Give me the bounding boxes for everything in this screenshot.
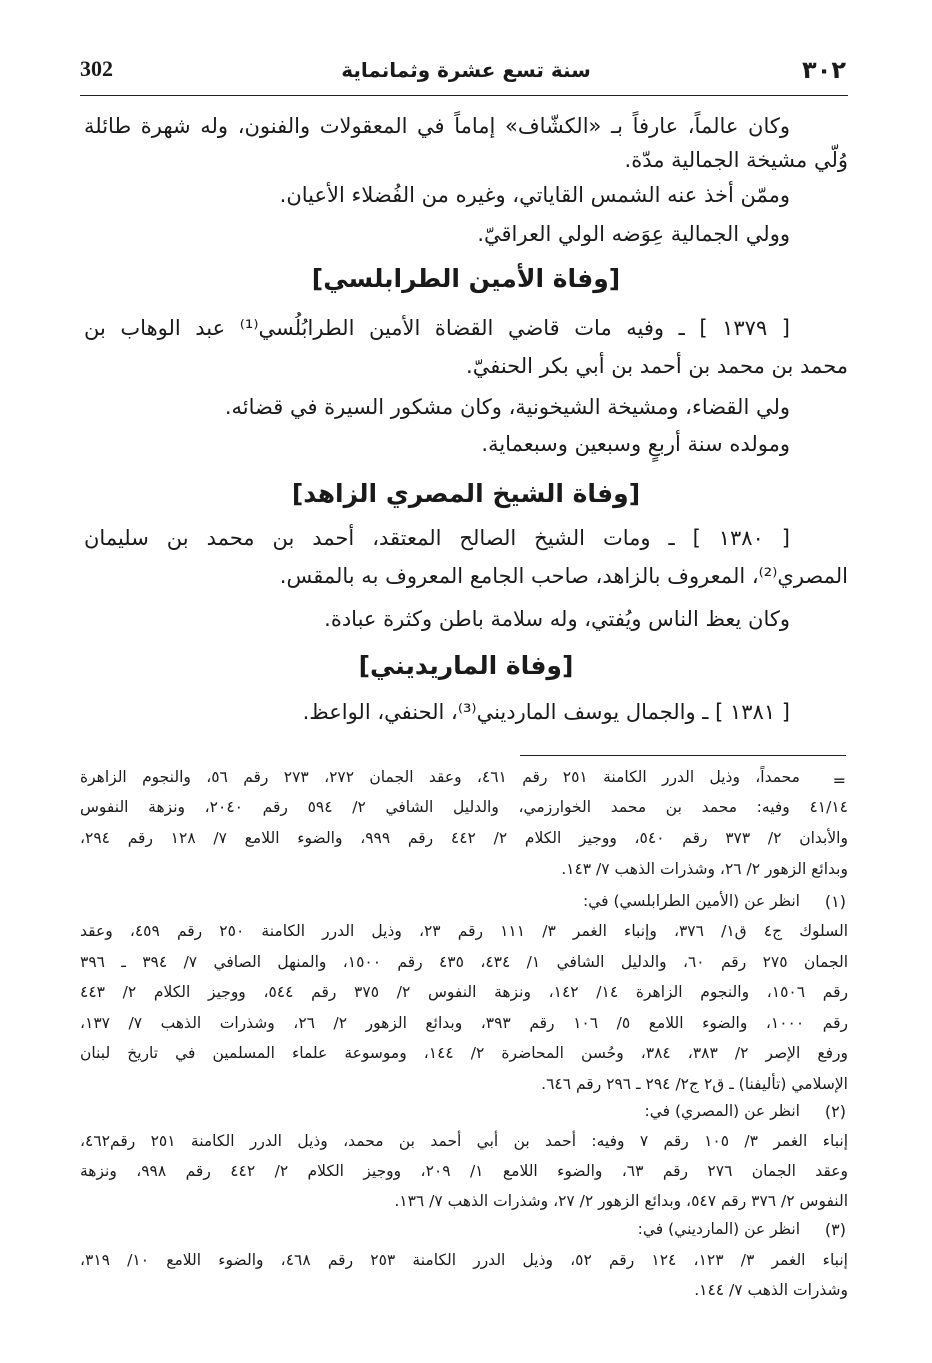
section-heading: [وفاة الماريديني] — [358, 651, 574, 680]
section-heading: [وفاة الأمين الطرابلسي] — [311, 264, 621, 293]
body-line: وممّن أخذ عنه الشمس القاياتي، وغيره من الفُضلاء الأعيان. — [279, 183, 790, 207]
entry-line: وكان يعظ الناس ويُفتي، وله سلامة باطن وكثرة عبادة. — [324, 607, 790, 631]
footnote-line: النفوس ٢/ ٣٧٦ رقم ٥٤٧، وبدائع الزهور ٢/ ٢٧، وشذرات الذهب ٧/ ١٣٦. — [394, 1192, 848, 1210]
footnote-line: انظر عن (الأمين الطرابلسي) في: — [582, 892, 800, 910]
footnote-line: رقم ١٠٠٠، والضوء اللامع ٥/ ١٠٦ رقم ٣٩٣، وبدائع الزهور ٢/ ٢٦، وشذرات الذهب ٧/ ١٣٧، — [80, 1014, 848, 1032]
entry-line: [ ١٣٨٠ ] ـ ومات الشيخ الصالح المعتقد، أحمد بن محمد بن سليمان — [84, 526, 790, 550]
footnote-marker: (٢) — [824, 1102, 846, 1121]
header-rule — [80, 95, 848, 96]
section-heading: [وفاة الشيخ المصري الزاهد] — [291, 479, 641, 508]
continuation-mark: = — [832, 771, 846, 790]
footnote-line: وشذرات الذهب ٧/ ١٤٤. — [694, 1281, 848, 1299]
footnote-line: السلوك ج٤ ق١/ ٣٧٦، وإنباء الغمر ٣/ ١١١ رقم ٢٣، وذيل الدرر الكامنة ٢٥٠ رقم ٤٥٩، وعقد — [80, 922, 849, 940]
footnote-line: ورفع الإصر ٢/ ٣٨٣، ٣٨٤، وحُسن المحاضرة ٢/ ١٤٤، وموسوعة علماء المسلمين في تاريخ لبنان — [80, 1044, 848, 1062]
entry-line: محمد بن محمد بن أحمد بن أبي بكر الحنفيّ. — [466, 354, 848, 378]
footnote-marker: (٣) — [824, 1220, 846, 1239]
body-line: وُلّي مشيخة الجمالية مدّة. — [624, 148, 848, 172]
footnote-line: رقم ١٥٠٦، والنجوم الزاهرة ١٤/ ١٤٢، ونزهة النفوس ٢/ ٣٧٥ رقم ٥٤٤، ووجيز الكلام ٢/ ٤٤٣ — [80, 983, 848, 1001]
footnote-line: إنباء الغمر ٣/ ١٢٣، ١٢٤ رقم ٥٢، وذيل الدرر الكامنة ٢٥٣ رقم ٤٦٨، والضوء اللامع ١٠/ ٣١٩، — [80, 1251, 848, 1269]
running-title: سنة تسع عشرة وثمانماية — [341, 58, 591, 82]
page-number-latin: 302 — [80, 56, 113, 81]
footnote-line: إنباء الغمر ٣/ ١٠٥ رقم ٧ وفيه: أحمد بن أبي أحمد بن محمد، وذيل الدرر الكامنة ٢٥١ رقم٤٦٢، — [80, 1132, 848, 1150]
footnote-line: وبدائع الزهور ٢/ ٢٦، وشذرات الذهب ٧/ ١٤٣. — [561, 860, 848, 878]
footnote-rule — [520, 755, 846, 756]
footnote-marker: (١) — [824, 892, 846, 911]
footnote-line: محمداً، وذيل الدرر الكامنة ٢٥١ رقم ٤٦١، وعقد الجمان ٢٧٢، ٢٧٣ رقم ٥٦، والنجوم الزاهرة — [80, 768, 800, 786]
body-line: وولي الجمالية عِوَضه الولي العراقيّ. — [477, 222, 790, 246]
footnote-line: انظر عن (المارديني) في: — [637, 1220, 800, 1238]
entry-line: [ ١٣٧٩ ] ـ وفيه مات قاضي القضاة الأمين الطرابُلُسي⁽¹⁾ عبد الوهاب بن — [84, 316, 790, 340]
entry-line: المصري⁽²⁾، المعروف بالزاهد، صاحب الجامع المعروف به بالمقس. — [279, 564, 848, 588]
entry-line: [ ١٣٨١ ] ـ والجمال يوسف المارديني⁽³⁾، الحنفي، الواعظ. — [302, 700, 790, 724]
body-line: وكان عالماً، عارفاً بـ «الكشّاف» إماماً في المعقولات والفنون، وله شهرة طائلة — [84, 114, 790, 138]
entry-line: ومولده سنة أربعٍ وسبعين وسبعماية. — [481, 432, 790, 456]
entry-line: ولي القضاء، ومشيخة الشيخونية، وكان مشكور السيرة في قضائه. — [224, 395, 790, 419]
footnote-line: الجمان ٢٧٥ رقم ٦٠، والدليل الشافي ١/ ٤٣٤، ٤٣٥ رقم ١٥٠٠، والمنهل الصافي ٧/ ٣٩٤ ـ ٣٩٦ — [80, 953, 848, 971]
page-number-arabic: ٣٠٢ — [802, 56, 846, 84]
footnote-line: انظر عن (المصري) في: — [644, 1102, 800, 1120]
footnote-line: ٤١/١٤ وفيه: محمد بن محمد الخوارزمي، والدليل الشافي ٢/ ٥٩٤ رقم ٢٠٤٠، ونزهة النفوس — [80, 798, 848, 816]
footnote-line: وعقد الجمان ٢٧٦ رقم ٦٣، والضوء اللامع ١/ ٢٠٩، ووجيز الكلام ٢/ ٤٤٢ رقم ٩٩٨، ونزهة — [80, 1162, 849, 1180]
footnote-line: والأبدان ٢/ ٣٧٣ رقم ٥٤٠، ووجيز الكلام ٢/ ٤٤٢ رقم ٩٩٩، والضوء اللامع ٧/ ١٢٨ رقم ٢٩٤، — [80, 829, 848, 847]
footnote-line: الإسلامي (تأليفنا) ـ ق٢ ج٢/ ٢٩٤ ـ ٢٩٦ رقم ٦٤٦. — [541, 1075, 848, 1093]
